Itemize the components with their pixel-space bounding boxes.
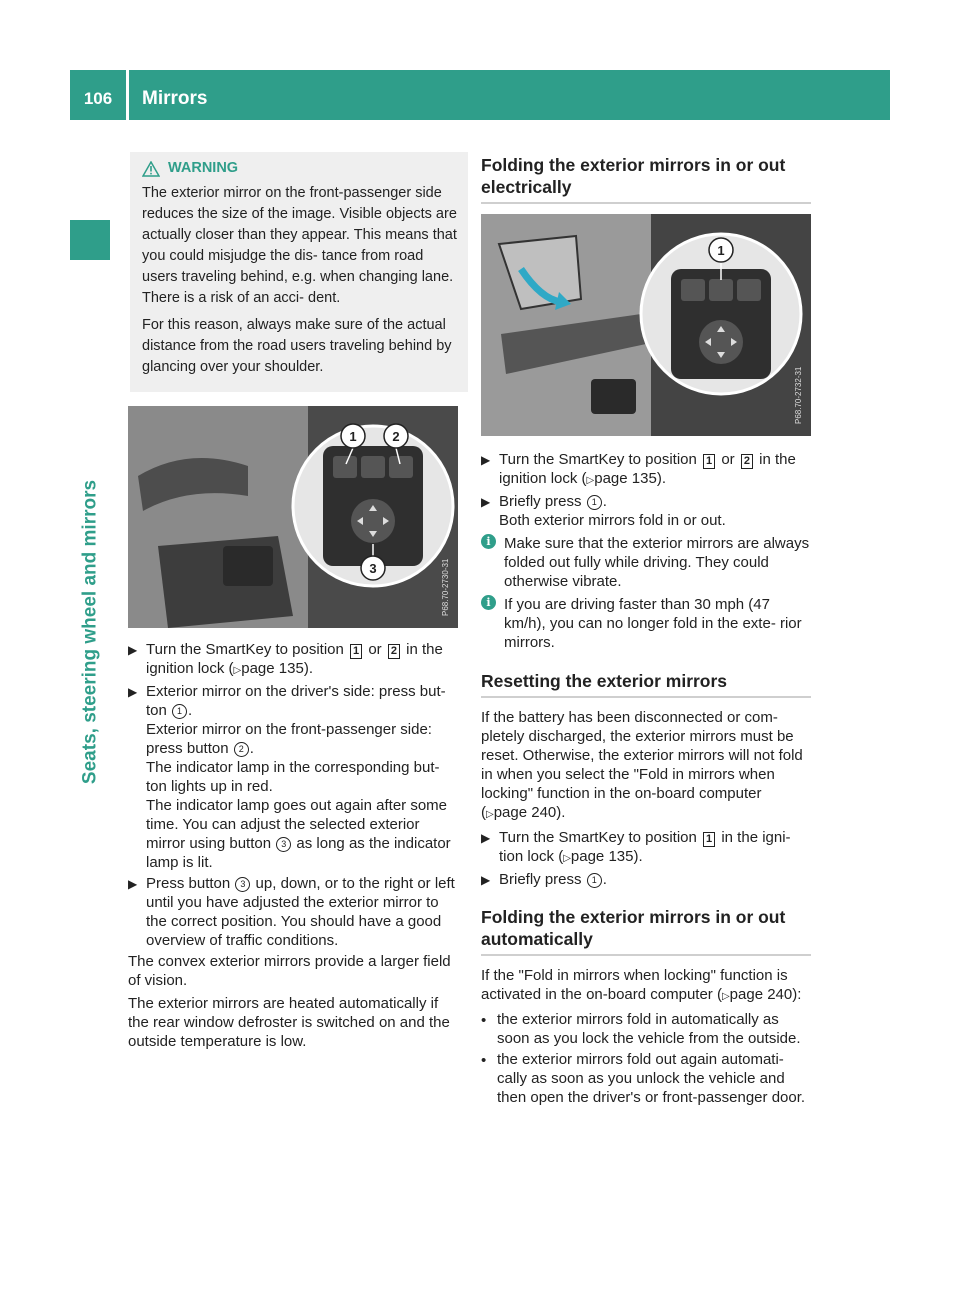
info-note: i If you are driving faster than 30 mph (47 km/h), you can no longer fold in the exte- rior mirrors.	[481, 595, 811, 652]
arrow-icon: ▶	[481, 495, 491, 509]
page-ref-icon: ▷	[721, 991, 730, 1002]
marker-1	[709, 238, 733, 262]
photo-code: P68.70-2730-31	[441, 558, 450, 616]
body-paragraph: The convex exterior mirrors provide a larger field of vision.	[128, 953, 451, 989]
body-paragraph: If the battery has been disconnected or com- pletely discharged, the exterior mirrors must be reset. Otherwise, the exterior mirrors will not fold in when you select the "Fold in mirrors when locking" function in the on-board computer (▷page 240).	[481, 709, 803, 821]
page-link[interactable]: page 240	[493, 804, 557, 821]
marker-1	[341, 424, 365, 448]
svg-text:1: 1	[349, 429, 357, 444]
arrow-icon: ▶	[481, 873, 491, 887]
list-item: • the exterior mirrors fold out again automati- cally as soon as you unlock the vehicle and then open the driver's or front-passenger door.	[481, 1051, 806, 1106]
svg-text:3: 3	[369, 561, 377, 576]
key-position-1: 1	[350, 644, 362, 659]
page-link[interactable]: page 135	[594, 470, 657, 487]
page-link[interactable]: page 240	[729, 986, 793, 1003]
photo-code: P68.70-2732-31	[794, 366, 803, 424]
window-switch-panel	[223, 546, 273, 586]
svg-text:2: 2	[392, 429, 400, 444]
page-ref-icon: ▷	[486, 809, 494, 820]
key-position-2: 2	[388, 644, 400, 659]
left-column	[128, 152, 458, 1055]
body-paragraph: If the "Fold in mirrors when locking" function is activated in the on-board computer (▷page 240):	[481, 967, 802, 1003]
page-number: 106	[83, 89, 113, 108]
body-paragraph: The exterior mirrors are heated automatically if the rear window defroster is switched on and the outside temperature is low.	[128, 995, 450, 1050]
page-link[interactable]: page 135	[241, 660, 304, 677]
header-separator	[126, 70, 129, 120]
svg-text:1: 1	[717, 243, 725, 258]
instruction-step: ▶ Press button 3 up, down, or to the right or left until you have adjusted the exterior mirror to the correct position. You should have a good overview of traffic conditions.	[128, 875, 455, 949]
right-column	[481, 154, 811, 1109]
instruction-step: ▶ Turn the SmartKey to position 1 or 2 in the ignition lock (▷page 135).	[128, 640, 458, 680]
marker-2	[384, 424, 408, 448]
info-icon: i	[481, 534, 496, 549]
bullet-icon: •	[481, 1012, 487, 1029]
info-note: i Make sure that the exterior mirrors are always folded out fully while driving. They could otherwise vibrate.	[481, 534, 811, 591]
warning-label: WARNING	[168, 160, 239, 176]
arrow-icon: ▶	[481, 453, 491, 467]
warning-box	[130, 152, 468, 392]
instruction-step: ▶ Turn the SmartKey to position 1 in the igni- tion lock (▷page 135).	[481, 828, 811, 868]
mirror-controls-photo	[128, 406, 458, 628]
instruction-step: ▶ Turn the SmartKey to position 1 or 2 in the ignition lock (▷page 135).	[481, 450, 811, 490]
arrow-icon: ▶	[128, 877, 138, 891]
heading-fold-electrically: Folding the exterior mirrors in or out electrically	[481, 154, 811, 204]
instruction-step: ▶ Briefly press 1 . Both exterior mirrors fold in or out.	[481, 493, 726, 529]
warning-triangle-icon	[142, 161, 160, 177]
callout-3: 3	[276, 837, 291, 852]
heading-reset: Resetting the exterior mirrors	[481, 670, 811, 698]
arrow-icon: ▶	[128, 685, 138, 699]
section-title: Mirrors	[142, 88, 208, 109]
list-item: • the exterior mirrors fold in automatically as soon as you lock the vehicle from the outside.	[481, 1011, 801, 1047]
warning-header	[142, 158, 458, 179]
arrow-icon: ▶	[481, 831, 491, 845]
chapter-title: Seats, steering wheel and mirrors	[79, 479, 101, 785]
page-link[interactable]: page 135	[570, 848, 634, 865]
key-position-2: 2	[741, 454, 753, 469]
mirror-fold-photo	[481, 214, 811, 436]
instruction-step: ▶ Briefly press 1 .	[481, 871, 607, 888]
callout-1: 1	[172, 704, 187, 719]
bullet-icon: •	[481, 1052, 487, 1069]
chapter-marker	[70, 220, 110, 260]
instruction-step: ▶ Exterior mirror on the driver's side: press but- ton 1 . Exterior mirror on the front-passenger side: press button 2 . The indicator lamp in the corresponding but- ton lights up in red. The indicator lamp goes out again after some time. You can adjust the selected exterior mirror using button 3 as long as the indicator lamp is lit.	[128, 683, 451, 871]
callout-3: 3	[235, 877, 250, 892]
warning-text: The exterior mirror on the front-passenger side reduces the size of the image. Visible objects are actually closer than they appear. This means that you could misjudge the dis- tance from road users traveling behind, e.g. when changing lane. There is a risk of an acci- dent.	[142, 185, 457, 306]
warning-advice: For this reason, always make sure of the actual distance from the road users traveling behind by glancing over your shoulder.	[142, 317, 452, 375]
key-position-1: 1	[703, 454, 715, 469]
page-ref-icon: ▷	[563, 853, 571, 864]
callout-2: 2	[234, 742, 249, 757]
callout-1: 1	[587, 873, 602, 888]
arrow-icon: ▶	[128, 643, 138, 657]
page-ref-icon: ▷	[586, 475, 595, 486]
callout-1: 1	[587, 495, 602, 510]
page-ref-icon: ▷	[233, 665, 242, 676]
key-position-1: 1	[703, 832, 715, 847]
marker-3	[361, 556, 385, 580]
heading-fold-automatically: Folding the exterior mirrors in or out automatically	[481, 906, 811, 956]
info-icon: i	[481, 595, 496, 610]
